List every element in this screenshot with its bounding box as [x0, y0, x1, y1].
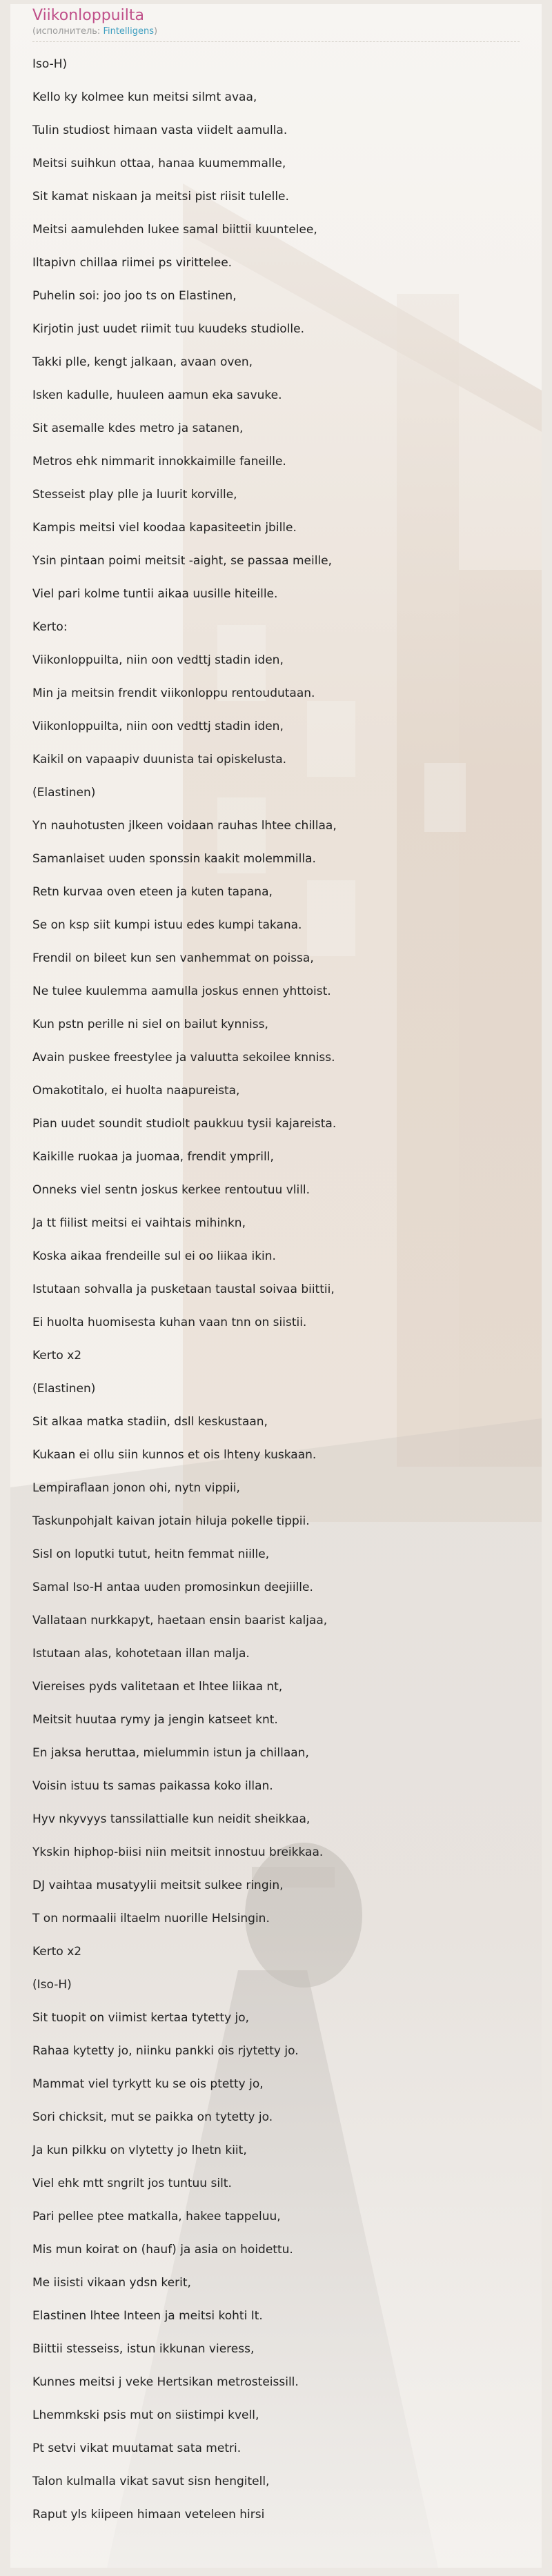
lyric-line: Meitsi aamulehden lukee samal biittii kuuntelee,	[32, 223, 317, 237]
lyric-line: Sit tuopit on viimist kertaa tytetty jo,	[32, 2011, 250, 2025]
lyric-line: Rahaa kytetty jo, niinku pankki ois rjytetty jo.	[32, 2044, 299, 2058]
lyric-line: T on normaalii iltaelm nuorille Helsingin.	[32, 1912, 270, 1925]
lyric-line: En jaksa heruttaa, mielummin istun ja chillaan,	[32, 1746, 309, 1760]
lyric-line: Elastinen lhtee Inteen ja meitsi kohti It.	[32, 2309, 263, 2323]
lyric-line: Lhemmkski psis mut on siistimpi kvell,	[32, 2408, 259, 2422]
lyric-line: Hyv nkyvyys tanssilattialle kun neidit sheikkaa,	[32, 1812, 310, 1826]
lyric-line: Omakotitalo, ei huolta naapureista,	[32, 1084, 240, 1098]
lyric-line: Ysin pintaan poimi meitsit -aight, se passaa meille,	[32, 554, 333, 568]
lyric-line: Sisl on loputki tutut, heitn femmat niille,	[32, 1547, 270, 1561]
lyric-line: Yn nauhotusten jlkeen voidaan rauhas lhtee chillaa,	[32, 819, 337, 833]
lyric-line: Ne tulee kuulemma aamulla joskus ennen yhttoist.	[32, 984, 331, 998]
performer-prefix: (исполнитель:	[32, 26, 103, 37]
lyric-line: Viel ehk mtt sngrilt jos tuntuu silt.	[32, 2177, 232, 2190]
lyric-line: Ykskin hiphop-biisi niin meitsit innostuu breikkaa.	[32, 1845, 324, 1859]
lyric-line: Taskunpohjalt kaivan jotain hiluja pokelle tippii.	[32, 1514, 310, 1528]
lyric-line: Istutaan sohvalla ja pusketaan taustal soivaa biittii,	[32, 1282, 335, 1296]
lyric-line: Kello ky kolmee kun meitsi silmt avaa,	[32, 90, 257, 104]
lyric-line: Frendil on bileet kun sen vanhemmat on poissa,	[32, 951, 314, 965]
song-title: Viikonloppuilta	[32, 7, 144, 24]
lyric-line: Viikonloppuilta, niin oon vedttj stadin iden,	[32, 720, 284, 733]
lyric-line: Pian uudet soundit studiolt paukkuu tysii kajareista.	[32, 1117, 337, 1131]
lyric-line: Sit alkaa matka stadiin, dsll keskustaan,	[32, 1415, 268, 1429]
lyric-line: Puhelin soi: joo joo ts on Elastinen,	[32, 289, 237, 303]
lyric-line: Samal Iso-H antaa uuden promosinkun deejiille.	[32, 1581, 313, 1594]
lyric-line: Lempiraflaan jonon ohi, nytn vippii,	[32, 1481, 240, 1495]
lyric-line: Ei huolta huomisesta kuhan vaan tnn on siistii.	[32, 1316, 307, 1329]
lyric-line: Ja tt fiilist meitsi ei vaihtais mihinkn,	[32, 1216, 246, 1230]
lyric-line: Vallataan nurkkapyt, haetaan ensin baarist kaljaa,	[32, 1614, 328, 1627]
lyric-line: Kaikille ruokaa ja juomaa, frendit ymprill,	[32, 1150, 274, 1164]
lyric-line: Kerto:	[32, 620, 68, 634]
lyric-line: Iltapivn chillaa riimei ps virittelee.	[32, 256, 233, 270]
lyric-line: Tulin studiost himaan vasta viidelt aamulla.	[32, 123, 288, 137]
performer-suffix: )	[154, 26, 158, 37]
lyric-line: Kampis meitsi viel koodaa kapasiteetin jbille.	[32, 521, 297, 535]
lyric-line: Raput yls kiipeen himaan veteleen hirsi	[32, 2508, 265, 2521]
lyrics-list	[32, 48, 520, 2531]
lyric-line: Mis mun koirat on (hauf) ja asia on hoidettu.	[32, 2243, 293, 2257]
lyric-line: Talon kulmalla vikat savut sisn hengitell,	[32, 2475, 270, 2488]
lyric-line: Kirjotin just uudet riimit tuu kuudeks studiolle.	[32, 322, 304, 336]
lyric-line: Ja kun pilkku on vlytetty jo lhetn kiit,	[32, 2143, 247, 2157]
performer-line	[32, 26, 520, 37]
lyric-line: Se on ksp siit kumpi istuu edes kumpi takana.	[32, 918, 302, 932]
lyric-line: Sit kamat niskaan ja meitsi pist riisit tulelle.	[32, 190, 289, 204]
lyric-line: Metros ehk nimmarit innokkaimille faneille.	[32, 455, 286, 468]
lyric-line: Viikonloppuilta, niin oon vedttj stadin iden,	[32, 653, 284, 667]
lyric-line: Meitsit huutaa rymy ja jengin katseet knt.	[32, 1713, 278, 1727]
lyric-line: Koska aikaa frendeille sul ei oo liikaa ikin.	[32, 1249, 276, 1263]
lyric-line: Retn kurvaa oven eteen ja kuten tapana,	[32, 885, 273, 899]
lyric-line: Kerto x2	[32, 1945, 82, 1959]
lyrics-content	[10, 4, 542, 2531]
lyric-line: Biittii stesseiss, istun ikkunan vieress,	[32, 2342, 255, 2356]
lyric-line: Pari pellee ptee matkalla, hakee tappeluu,	[32, 2210, 281, 2223]
lyric-line: Takki plle, kengt jalkaan, avaan oven,	[32, 355, 253, 369]
lyric-line: Sori chicksit, mut se paikka on tytetty jo.	[32, 2110, 273, 2124]
lyric-line: Mammat viel tyrkytt ku se ois ptetty jo,	[32, 2077, 264, 2091]
lyric-line: Pt setvi vikat muutamat sata metri.	[32, 2441, 241, 2455]
lyric-line: Istutaan alas, kohotetaan illan malja.	[32, 1647, 250, 1661]
lyric-line: Onneks viel sentn joskus kerkee rentoutuu vlill.	[32, 1183, 310, 1197]
lyric-line: DJ vaihtaa musatyylii meitsit sulkee ringin,	[32, 1879, 284, 1892]
lyric-line: Kukaan ei ollu siin kunnos et ois lhteny kuskaan.	[32, 1448, 317, 1462]
lyric-line: Me iisisti vikaan ydsn kerit,	[32, 2276, 191, 2290]
lyric-line: Kunnes meitsi j veke Hertsikan metrosteissill.	[32, 2375, 299, 2389]
lyric-line: Voisin istuu ts samas paikassa koko illan.	[32, 1779, 273, 1793]
lyric-line: (Elastinen)	[32, 786, 96, 800]
lyric-line: Min ja meitsin frendit viikonloppu rentoudutaan.	[32, 686, 315, 700]
lyric-line: Iso-H)	[32, 57, 68, 71]
title-divider	[32, 41, 520, 42]
lyric-line: Samanlaiset uuden sponssin kaakit molemmilla.	[32, 852, 316, 866]
lyric-line: Kerto x2	[32, 1349, 82, 1363]
lyric-line: Kaikil on vapaapiv duunista tai opiskelusta.	[32, 753, 287, 766]
lyrics-page	[10, 4, 542, 2568]
lyric-line: Meitsi suihkun ottaa, hanaa kuumemmalle,	[32, 157, 286, 170]
lyric-line: Sit asemalle kdes metro ja satanen,	[32, 422, 244, 435]
lyric-line: (Elastinen)	[32, 1382, 96, 1396]
performer-link[interactable]: Fintelligens	[103, 26, 155, 37]
lyric-line: Viereises pyds valitetaan et lhtee liikaa nt,	[32, 1680, 283, 1694]
lyric-line: Avain puskee freestylee ja valuutta sekoilee knniss.	[32, 1051, 335, 1064]
lyric-line: Stesseist play plle ja luurit korville,	[32, 488, 237, 502]
lyric-line: Isken kadulle, huuleen aamun eka savuke.	[32, 388, 282, 402]
lyric-line: Kun pstn perille ni siel on bailut kynniss,	[32, 1018, 268, 1031]
lyric-line: (Iso-H)	[32, 1978, 72, 1992]
lyric-line: Viel pari kolme tuntii aikaa uusille hiteille.	[32, 587, 278, 601]
